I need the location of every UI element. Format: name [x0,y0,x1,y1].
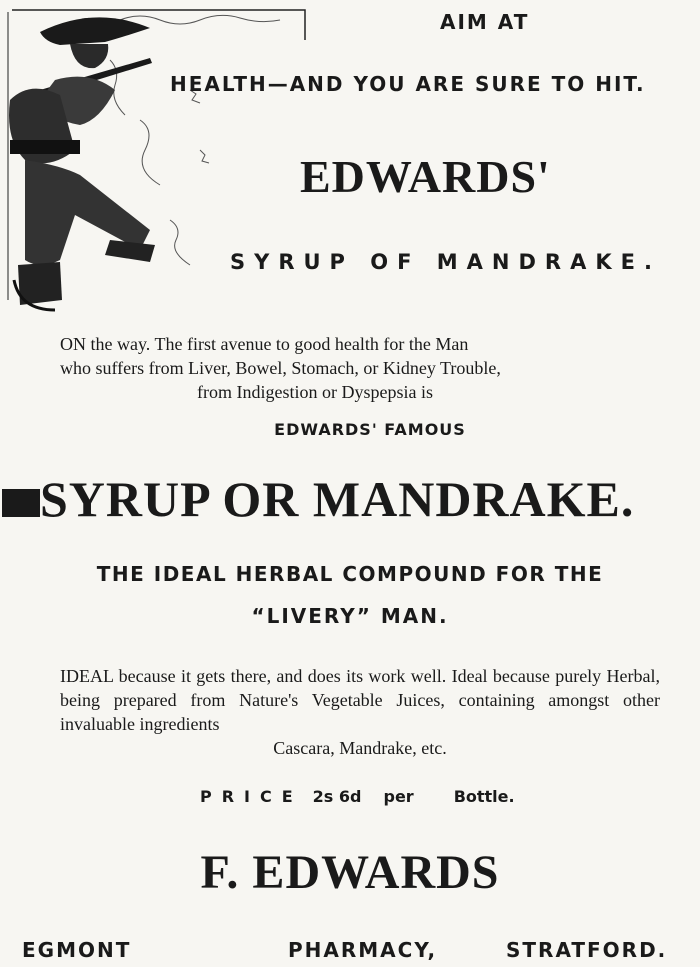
price-amount: 2s 6d [312,787,362,806]
intro-paragraph [60,332,660,404]
price-row [200,787,580,806]
price-per: per [383,787,414,806]
famous-label: EDWARDS' FAMOUS [274,420,466,439]
price-label: PRICE [200,787,303,806]
health-headline: HEALTH—AND YOU ARE SURE TO HIT. [170,72,646,96]
intro-line-3: from Indigestion or Dyspepsia is [197,382,433,402]
footer-stratford: STRATFORD. [506,938,668,962]
footer-pharmacy: PHARMACY, [288,938,438,962]
body-last-line: Cascara, Mandrake, etc. [273,738,447,758]
intro-line-1: ON the way. The first avenue to good health for the Man [60,334,469,354]
aim-at-heading: AIM AT [440,10,530,34]
syrup-of-mandrake-subheading: SYRUP OF MANDRAKE. [230,250,661,274]
price-unit: Bottle. [453,787,515,806]
body-paragraph [60,664,660,760]
intro-line-2: who suffers from Liver, Bowel, Stomach, or Kidney Trouble, [60,358,501,378]
footer-egmont: EGMONT [22,938,132,962]
printer-block-ornament [2,489,40,517]
ideal-herbal-compound-line: THE IDEAL HERBAL COMPOUND FOR THE [96,562,604,586]
livery-man-line: “LIVERY” MAN. [251,604,449,628]
body-text: IDEAL because it gets there, and does its work well. Ideal because purely Herbal, being prepared from Nature's Vegetable Juices, containing amongst other invaluable ingredients [60,666,660,734]
edwards-brand-heading: EDWARDS' [300,151,551,202]
footer-address [0,938,700,967]
syrup-or-mandrake-heading: SYRUP OR MANDRAKE. [40,471,635,527]
proprietor-name: F. EDWARDS [200,846,500,899]
